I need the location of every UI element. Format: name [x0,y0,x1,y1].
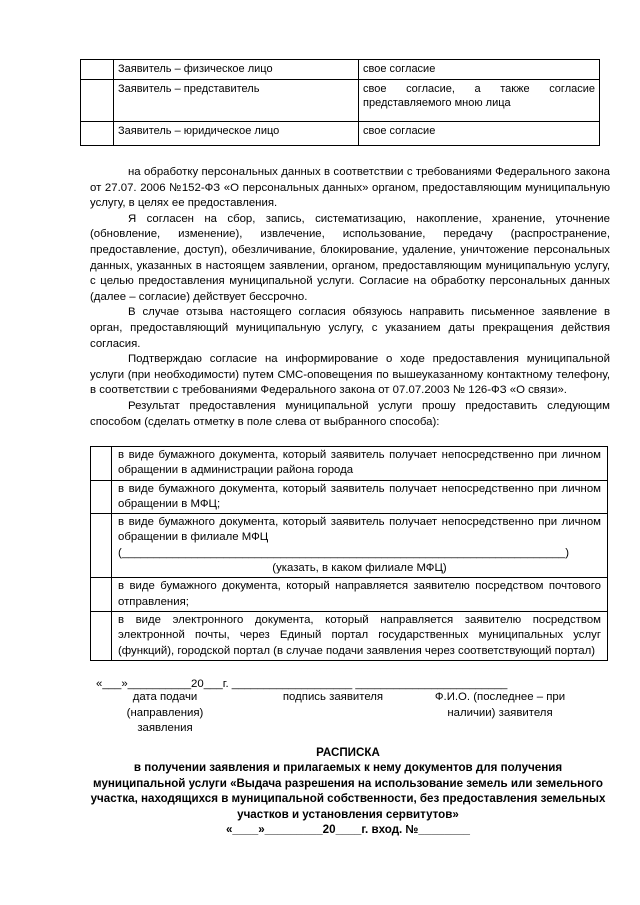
paragraph: на обработку персональных данных в соответствии с требованиями Федерального закона от 27.07. 2006 №152-ФЗ «О персональных данных» органом, предоставляющим муниципальную услугу, в целях ее предоставления. [90,166,610,210]
consent-scope: свое согласие, а также согласие представляемого мною лица [359,80,600,122]
branch-input-line[interactable]: (______________________________________________________________________) [118,546,570,559]
option-cell [112,514,608,578]
option-text: в виде электронного документа, который направляется заявителю посредством электронной почты, через Единый портал государственных муниципальных услуг (функций), городской портал (в случае подачи заявления через соответствующий портал) [112,611,608,660]
paragraph: В случае отзыва настоящего согласия обязуюсь направить письменное заявление в орган, предоставляющий муниципальную услугу, с указанием даты прекращения действия согласия. [90,306,610,350]
checkbox-cell[interactable] [81,80,114,122]
table-row [81,60,600,80]
receipt-block [88,745,608,837]
applicant-type: Заявитель – физическое лицо [114,60,359,80]
option-row [91,447,608,481]
option-checkbox[interactable] [91,514,112,578]
applicant-type: Заявитель – юридическое лицо [114,122,359,146]
option-text: в виде бумажного документа, который направляется заявителю посредством почтового отправления; [112,578,608,612]
branch-hint: (указать, в каком филиале МФЦ) [272,562,447,575]
option-checkbox[interactable] [91,578,112,612]
option-row [91,611,608,660]
table-row [81,80,600,122]
paragraph: Подтверждаю согласие на информирование о ходе предоставления муниципальной услуги (при необходимости) путем СМС-оповещения по вышеуказанному контактному телефону, в соответствии с требованиями Федерального закона от 07.07.2003 № 126-ФЗ «О связи». [90,353,610,397]
paragraph: Я согласен на сбор, запись, систематизацию, накопление, хранение, уточнение (обновление, изменение), извлечение, использование, передачу (распространение, предоставление, доступ), обезличивание, блокирование, удаление, уничтожение персональных данных, указанных в настоящем заявлении, органом, предоставляющим муниципальную услугу, с целью предоставления муниципальной услуги. Согласие на обработку персональных данных (далее – согласие) действует бессрочно. [90,212,610,303]
receipt-entry-line[interactable]: «____»_________20____г. вход. №________ [225,823,471,837]
fio-label: Ф.И.О. (последнее – при наличии) заявителя [434,691,566,719]
option-row [91,514,608,578]
option-text: в виде бумажного документа, который заявитель получает непосредственно при личном обращении в МФЦ; [112,480,608,514]
receipt-title: РАСПИСКА [316,746,380,759]
paragraph: Результат предоставления муниципальной услуги прошу предоставить следующим способом (сделать отметку в поле слева от выбранного способа): [90,399,610,428]
option-row [91,578,608,612]
option-row [91,480,608,514]
consent-scope: свое согласие [359,60,600,80]
consent-table [80,59,600,146]
sign-label: подпись заявителя [282,691,384,703]
option-checkbox[interactable] [91,447,112,481]
applicant-type: Заявитель – представитель [114,80,359,122]
date-label: дата подачи (направления) заявления [126,691,204,735]
delivery-options-table [90,446,608,661]
table-row [81,122,600,146]
checkbox-cell[interactable] [81,60,114,80]
option-checkbox[interactable] [91,611,112,660]
option-text: в виде бумажного документа, который заявитель получает непосредственно при личном обращении в филиале МФЦ [118,516,601,544]
checkbox-cell[interactable] [81,122,114,146]
option-text: в виде бумажного документа, который заявитель получает непосредственно при личном обращении в администрации района города [112,447,608,481]
consent-scope: свое согласие [359,122,600,146]
option-checkbox[interactable] [91,480,112,514]
consent-text [90,165,610,430]
signature-line[interactable]: «___»__________20___г. ___________________ ________________________ [96,678,508,690]
receipt-text: в получении заявления и прилагаемых к нему документов для получения муниципальной услуги «Выдача разрешения на использование земель или земельного участка, находящихся в муниципальной собственности, без предоставления земельных участков и установления сервитутов» [90,761,606,821]
